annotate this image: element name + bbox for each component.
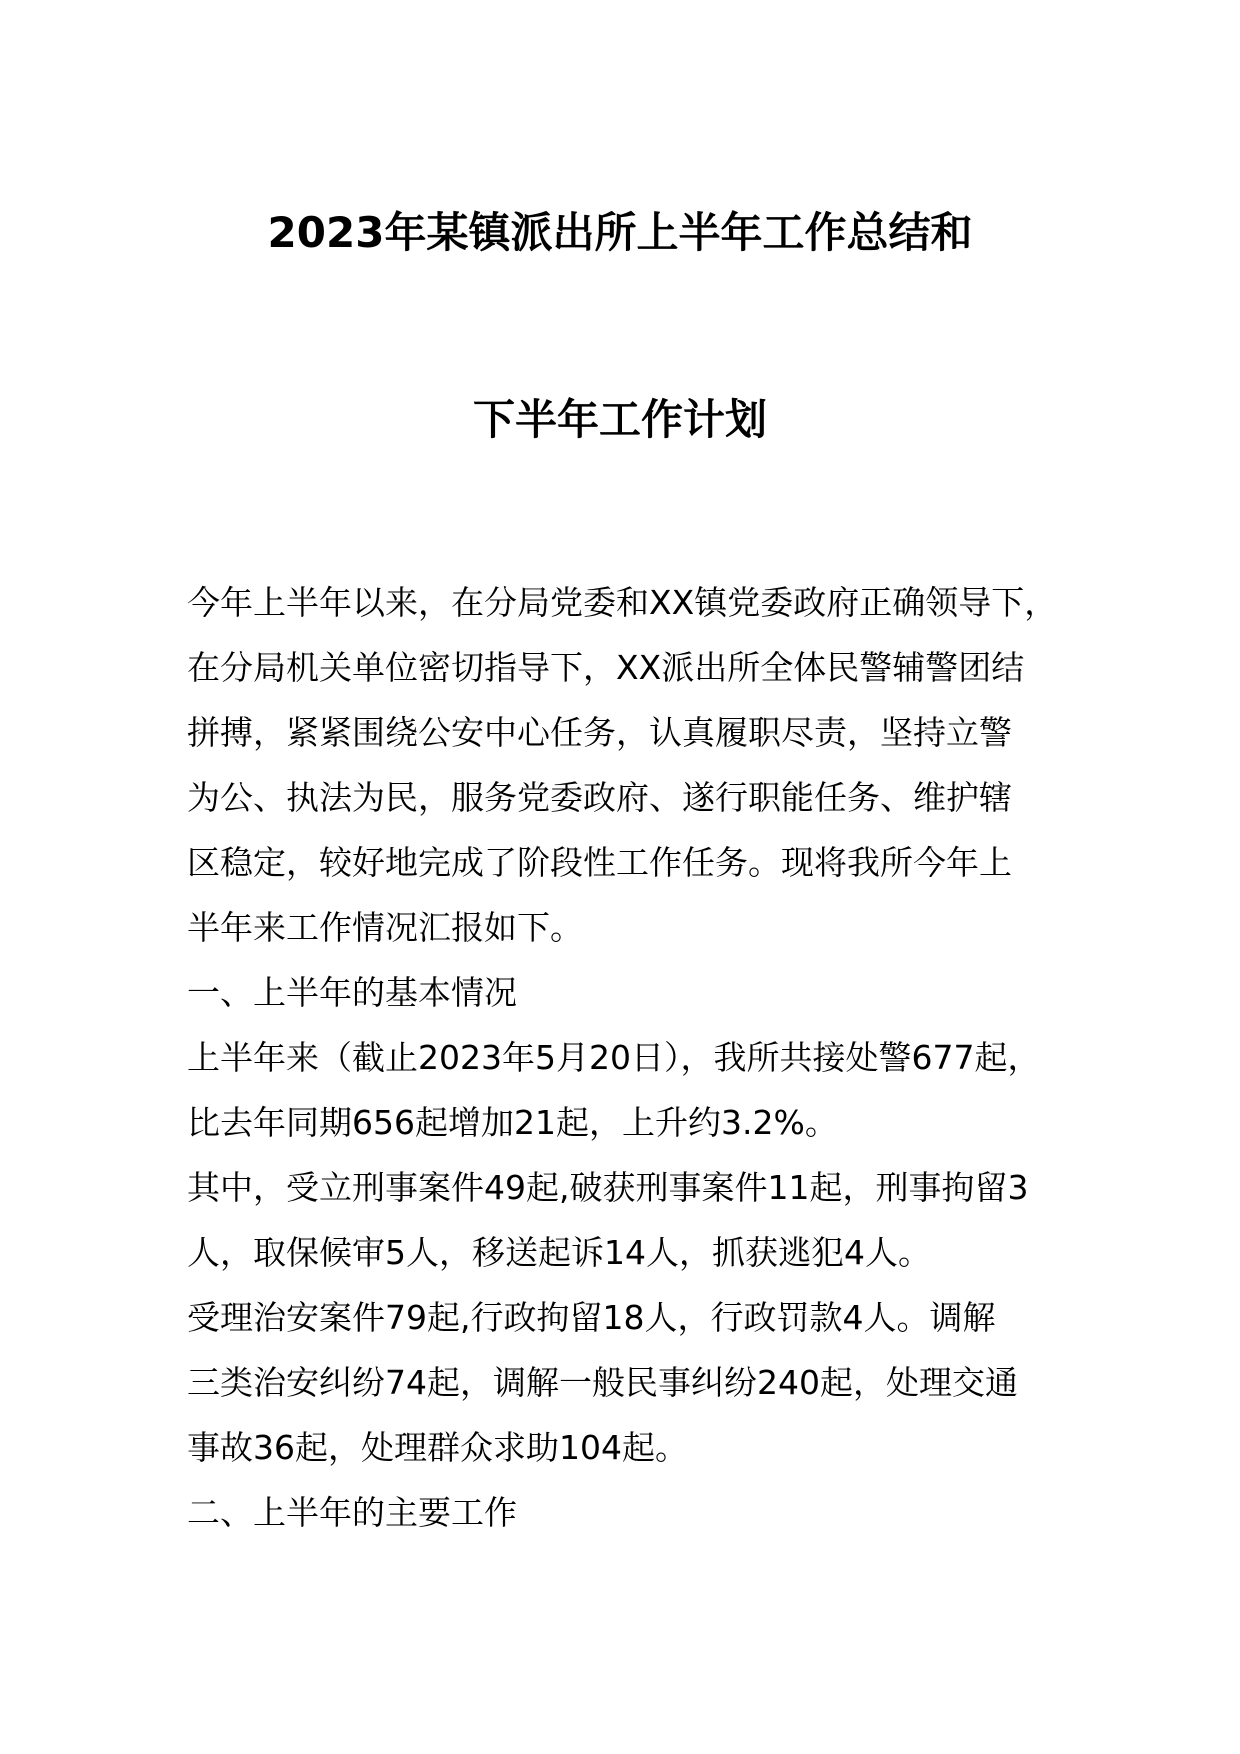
document-body [187,570,1087,1545]
body-line: 拼搏，紧紧围绕公安中心任务，认真履职尽责，坚持立警 [187,713,1012,752]
body-line: 区稳定，较好地完成了阶段性工作任务。现将我所今年上 [187,843,1012,882]
body-line: 在分局机关单位密切指导下，XX派出所全体民警辅警团结 [187,648,1025,687]
section-heading-1: 一、上半年的基本情况 [187,973,517,1012]
body-line: 比去年同期656起增加21起，上升约3.2%。 [187,1103,838,1142]
section-heading-2: 二、上半年的主要工作 [187,1493,517,1532]
body-line: 为公、执法为民，服务党委政府、遂行职能任务、维护辖 [187,778,1012,817]
document-title-line-2: 下半年工作计划 [472,395,767,444]
body-line: 三类治安纠纷74起，调解一般民事纠纷240起，处理交通 [187,1363,1018,1402]
document-title-line-1: 2023年某镇派出所上半年工作总结和 [267,208,973,257]
body-line: 上半年来（截止2023年5月20日），我所共接处警677起， [187,1038,1041,1077]
body-line: 今年上半年以来，在分局党委和XX镇党委政府正确领导下， [187,583,1058,622]
body-line: 事故36起，处理群众求助104起。 [187,1428,688,1467]
body-line: 半年来工作情况汇报如下。 [187,908,583,947]
body-line: 人，取保候审5人，移送起诉14人，抓获逃犯4人。 [187,1233,931,1272]
body-line: 受理治安案件79起,行政拘留18人，行政罚款4人。调解 [187,1298,996,1337]
body-line: 其中，受立刑事案件49起,破获刑事案件11起，刑事拘留3 [187,1168,1029,1207]
